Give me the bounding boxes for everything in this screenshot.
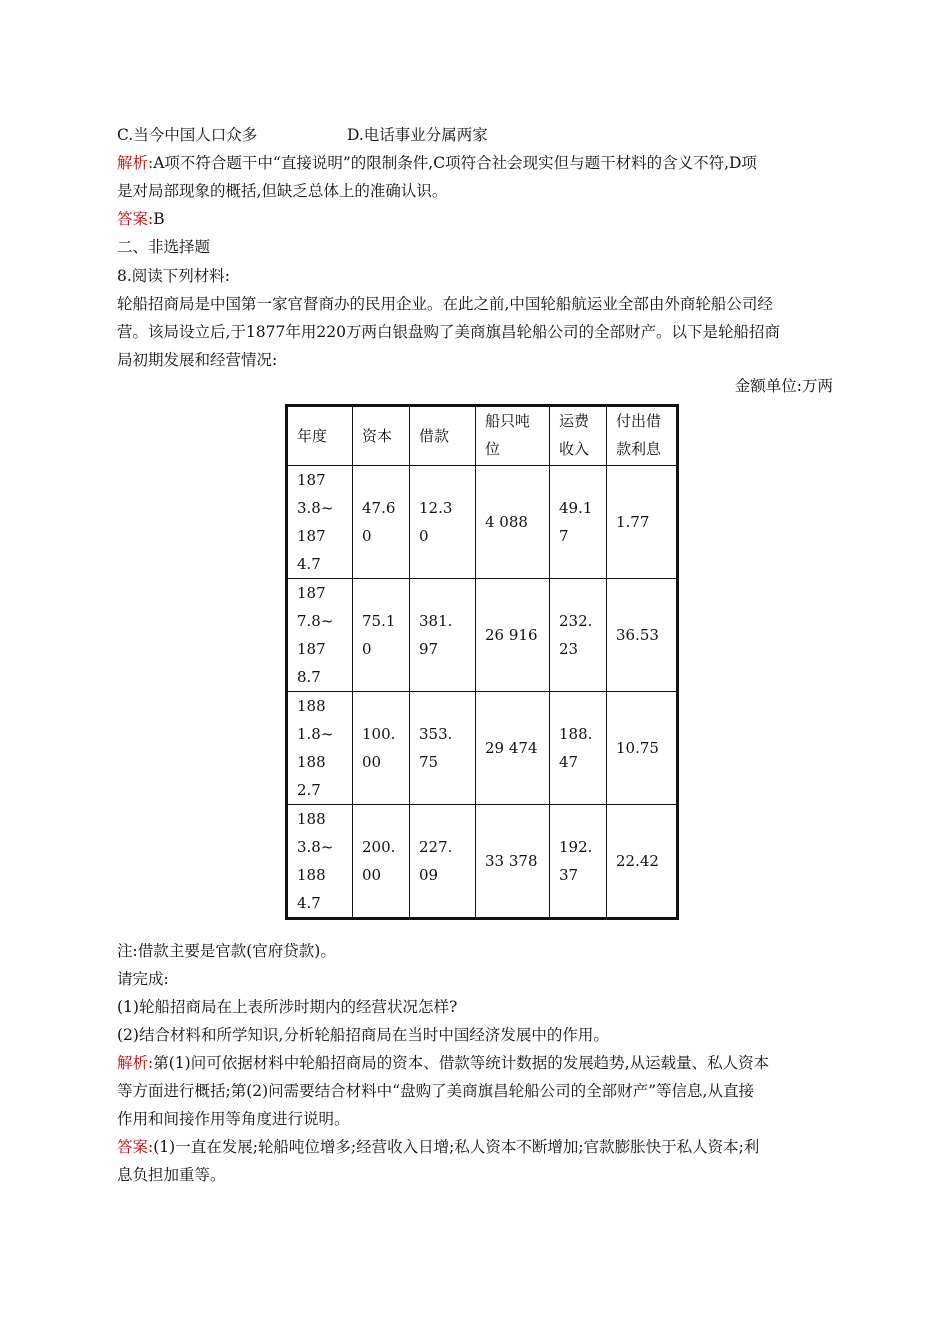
q8-analysis-line3: 作用和间接作用等角度进行说明。 — [117, 1110, 350, 1128]
q7-analysis-text: A项不符合题干中“直接说明”的限制条件,C项符合社会现实但与题干材料的含义不符,D项 — [153, 154, 757, 172]
option-c: C.当今中国人口众多 — [117, 126, 258, 144]
q8-material-line2: 营。该局设立后,于1877年用220万两白银盘购了美商旗昌轮船公司的全部财产。以下是轮船招商 — [117, 323, 780, 341]
table-header-row — [287, 406, 678, 466]
table-row — [287, 579, 678, 692]
table-cell: 192.37 — [550, 805, 607, 919]
table-cell: 1881.8~1882.7 — [287, 692, 353, 805]
q8-stem: 8.阅读下列材料: — [117, 267, 231, 285]
table-cell: 33 378 — [476, 805, 550, 919]
q8-analysis-line1 — [117, 1052, 769, 1074]
q8-answer-text: (1)一直在发展;轮船吨位增多;经营收入日增;私人资本不断增加;官款膨胀快于私人资本;利 — [153, 1138, 760, 1156]
table-header-cell: 船只吨位 — [476, 406, 550, 466]
q8-analysis-label: 解析: — [117, 1054, 154, 1072]
table-cell: 47.60 — [353, 466, 410, 579]
table-header-cell: 运费收入 — [550, 406, 607, 466]
table-note: 注:借款主要是官款(官府贷款)。 — [117, 942, 336, 960]
table-cell: 1877.8~1878.7 — [287, 579, 353, 692]
table-cell: 22.42 — [607, 805, 678, 919]
table-cell: 29 474 — [476, 692, 550, 805]
q7-answer — [117, 208, 165, 230]
table-cell: 100.00 — [353, 692, 410, 805]
table-cell: 1883.8~1884.7 — [287, 805, 353, 919]
table-row — [287, 466, 678, 579]
table-cell: 200.00 — [353, 805, 410, 919]
table-header-cell: 资本 — [353, 406, 410, 466]
q7-analysis-line1 — [117, 152, 757, 174]
table-row — [287, 692, 678, 805]
table-cell: 353.75 — [410, 692, 476, 805]
table-cell: 10.75 — [607, 692, 678, 805]
table-header-cell: 付出借款利息 — [607, 406, 678, 466]
q8-sub1: (1)轮船招商局在上表所涉时期内的经营状况怎样? — [117, 998, 458, 1016]
q8-sub2: (2)结合材料和所学知识,分析轮船招商局在当时中国经济发展中的作用。 — [117, 1026, 609, 1044]
q8-prompt: 请完成: — [117, 970, 169, 988]
q8-material-line3: 局初期发展和经营情况: — [117, 351, 278, 369]
q8-material-line1: 轮船招商局是中国第一家官督商办的民用企业。在此之前,中国轮船航运业全部由外商轮船公司经 — [117, 295, 773, 313]
table-cell: 1873.8~1874.7 — [287, 466, 353, 579]
table-cell: 188.47 — [550, 692, 607, 805]
shipping-data-table — [285, 404, 679, 920]
q7-analysis-label: 解析: — [117, 154, 154, 172]
q8-analysis-text: 第(1)问可依据材料中轮船招商局的资本、借款等统计数据的发展趋势,从运载量、私人资本 — [153, 1054, 770, 1072]
unit-note: 金额单位:万两 — [734, 377, 833, 395]
table-cell: 232.23 — [550, 579, 607, 692]
table-header-cell: 年度 — [287, 406, 353, 466]
section-title: 二、非选择题 — [117, 238, 211, 256]
q8-answer-line2: 息负担加重等。 — [117, 1166, 226, 1184]
q8-analysis-line2: 等方面进行概括;第(2)问需要结合材料中“盘购了美商旗昌轮船公司的全部财产”等信息,从直接 — [117, 1082, 754, 1100]
table-cell: 49.17 — [550, 466, 607, 579]
option-d: D.电话事业分属两家 — [347, 126, 488, 144]
table-header-cell: 借款 — [410, 406, 476, 466]
table-cell: 381.97 — [410, 579, 476, 692]
table-cell: 227.09 — [410, 805, 476, 919]
table-cell: 36.53 — [607, 579, 678, 692]
table-cell: 4 088 — [476, 466, 550, 579]
q8-answer-line1 — [117, 1136, 759, 1158]
table-cell: 75.10 — [353, 579, 410, 692]
table-row — [287, 805, 678, 919]
q7-answer-value: B — [153, 210, 165, 228]
table-cell: 1.77 — [607, 466, 678, 579]
q7-answer-label: 答案: — [117, 210, 154, 228]
table-cell: 26 916 — [476, 579, 550, 692]
table-cell: 12.30 — [410, 466, 476, 579]
q8-answer-label: 答案: — [117, 1138, 154, 1156]
q7-analysis-line2: 是对局部现象的概括,但缺乏总体上的准确认识。 — [117, 182, 448, 200]
